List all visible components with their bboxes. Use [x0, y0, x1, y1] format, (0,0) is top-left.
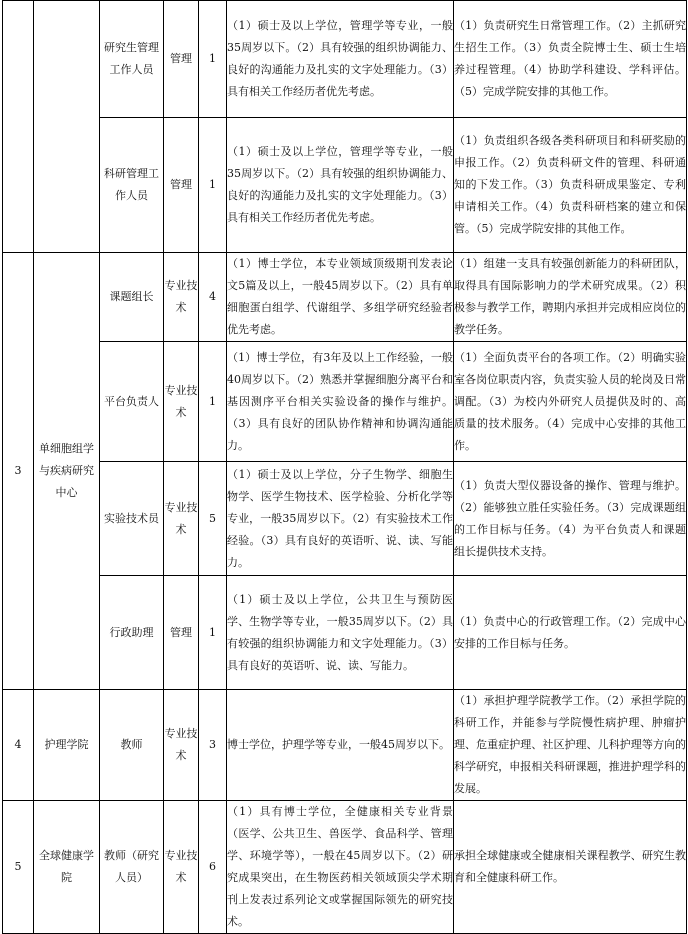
duties-text: （1）负责组织各级各类科研项目和科研奖励的申报工作。（2）负责科研文件的管理、科研通知的下发工作。（3）负责科研成果鉴定、专利申请相关工作。（4）负责科研档案的建立和保管。（5）完成学院安排的其他工作。 — [454, 118, 687, 253]
table-row — [3, 118, 687, 253]
requirements-text: 博士学位，护理学等专业，一般45周岁以下。 — [227, 690, 454, 801]
position-count: 4 — [199, 253, 227, 342]
position-count: 3 — [199, 690, 227, 801]
requirements-text: （1）硕士及以上学位，公共卫生与预防医学、生物学等专业，一般35周岁以下。（2）具有较强的组织协调能力和文字处理能力。（3）具有良好的英语听、说、读、写能力。 — [227, 576, 454, 690]
requirements-text: （1）博士学位，有3年及以上工作经验，一般40周岁以下。（2）熟悉并掌握细胞分离平台和基因测序平台相关实验设备的操作与维护。（3）具有良好的团队协作精神和协调沟通能力。 — [227, 342, 454, 462]
position-category: 专业技术 — [164, 801, 199, 934]
table-row — [3, 253, 687, 342]
position-category: 管理 — [164, 118, 199, 253]
duties-text: （1）组建一支具有较强创新能力的科研团队，取得具有国际影响力的学术研究成果。（2）积极参与教学工作，聘期内承担并完成相应岗位的教学任务。 — [454, 253, 687, 342]
position-title: 课题组长 — [100, 253, 164, 342]
position-count: 1 — [199, 576, 227, 690]
position-category: 专业技术 — [164, 342, 199, 462]
duties-text: （1）全面负责平台的各项工作。（2）明确实验室各岗位职责内容，负责实验人员的轮岗及日常调配。（3）为校内外研究人员提供及时的、高质量的技术服务。（4）完成中心安排的其他工作。 — [454, 342, 687, 462]
position-count: 1 — [199, 342, 227, 462]
position-category: 专业技术 — [164, 253, 199, 342]
duties-text: （1）负责研究生日常管理工作。（2）主抓研究生招生工作。（3）负责全院博士生、硕士生培养过程管理。（4）协助学科建设、学科评估。（5）完成学院安排的其他工作。 — [454, 1, 687, 118]
table-row — [3, 690, 687, 801]
requirements-text: （1）硕士及以上学位，分子生物学、细胞生物学、医学生物技术、医学检验、分析化学等专业，一般35周岁以下。（2）有实验技术工作经验。（3）具有良好的英语听、说、读、写能力。 — [227, 462, 454, 576]
section-number: 3 — [3, 253, 34, 690]
position-category: 管理 — [164, 576, 199, 690]
position-title: 教师（研究人员） — [100, 801, 164, 934]
position-category: 专业技术 — [164, 690, 199, 801]
unit-name: 全球健康学院 — [34, 801, 100, 934]
duties-text: 承担全球健康或全健康相关课程教学、研究生教育和全健康科研工作。 — [454, 801, 687, 934]
position-count: 6 — [199, 801, 227, 934]
requirements-text: （1）硕士及以上学位，管理学等专业，一般35周岁以下。（2）具有较强的组织协调能力、良好的沟通能力及扎实的文字处理能力。（3）具有相关工作经历者优先考虑。 — [227, 118, 454, 253]
requirements-text: （1）硕士及以上学位，管理学等专业，一般35周岁以下。（2）具有较强的组织协调能力、良好的沟通能力及扎实的文字处理能力。（3）具有相关工作经历者优先考虑。 — [227, 1, 454, 118]
position-title: 平台负责人 — [100, 342, 164, 462]
position-category: 管理 — [164, 1, 199, 118]
unit-name: 护理学院 — [34, 690, 100, 801]
recruitment-table — [2, 0, 687, 934]
duties-text: （1）负责中心的行政管理工作。（2）完成中心安排的工作目标与任务。 — [454, 576, 687, 690]
unit-name — [34, 1, 100, 253]
table-row — [3, 1, 687, 118]
position-title: 教师 — [100, 690, 164, 801]
table-row — [3, 576, 687, 690]
position-count: 1 — [199, 118, 227, 253]
table-row — [3, 342, 687, 462]
duties-text: （1）承担护理学院教学工作。（2）承担学院的科研工作，并能参与学院慢性病护理、肿瘤护理、危重症护理、社区护理、儿科护理等方向的科学研究，申报相关科研课题，推进护理学科的发展。 — [454, 690, 687, 801]
position-count: 5 — [199, 462, 227, 576]
requirements-text: （1）博士学位，本专业领域顶级期刊发表论文5篇及以上，一般45周岁以下。（2）具有单细胞蛋白组学、代谢组学、多组学研究经验者优先考虑。 — [227, 253, 454, 342]
section-number — [3, 1, 34, 253]
requirements-text: （1）具有博士学位，全健康相关专业背景（医学、公共卫生、兽医学、食品科学、管理学、环境学等），一般在45周岁以下。（2）研究成果突出，在生物医药相关领域顶尖学术期刊上发表过系列论文或掌握国际领先的研究技术。 — [227, 801, 454, 934]
section-number: 4 — [3, 690, 34, 801]
position-count: 1 — [199, 1, 227, 118]
position-title: 科研管理工作人员 — [100, 118, 164, 253]
position-title: 研究生管理工作人员 — [100, 1, 164, 118]
unit-name: 单细胞组学与疾病研究中心 — [34, 253, 100, 690]
table-row — [3, 801, 687, 934]
position-title: 行政助理 — [100, 576, 164, 690]
position-category: 专业技术 — [164, 462, 199, 576]
duties-text: （1）负责大型仪器设备的操作、管理与维护。（2）能够独立胜任实验任务。（3）完成课题组的工作目标与任务。（4）为平台负责人和课题组长提供技术支持。 — [454, 462, 687, 576]
section-number: 5 — [3, 801, 34, 934]
table-row — [3, 462, 687, 576]
position-title: 实验技术员 — [100, 462, 164, 576]
